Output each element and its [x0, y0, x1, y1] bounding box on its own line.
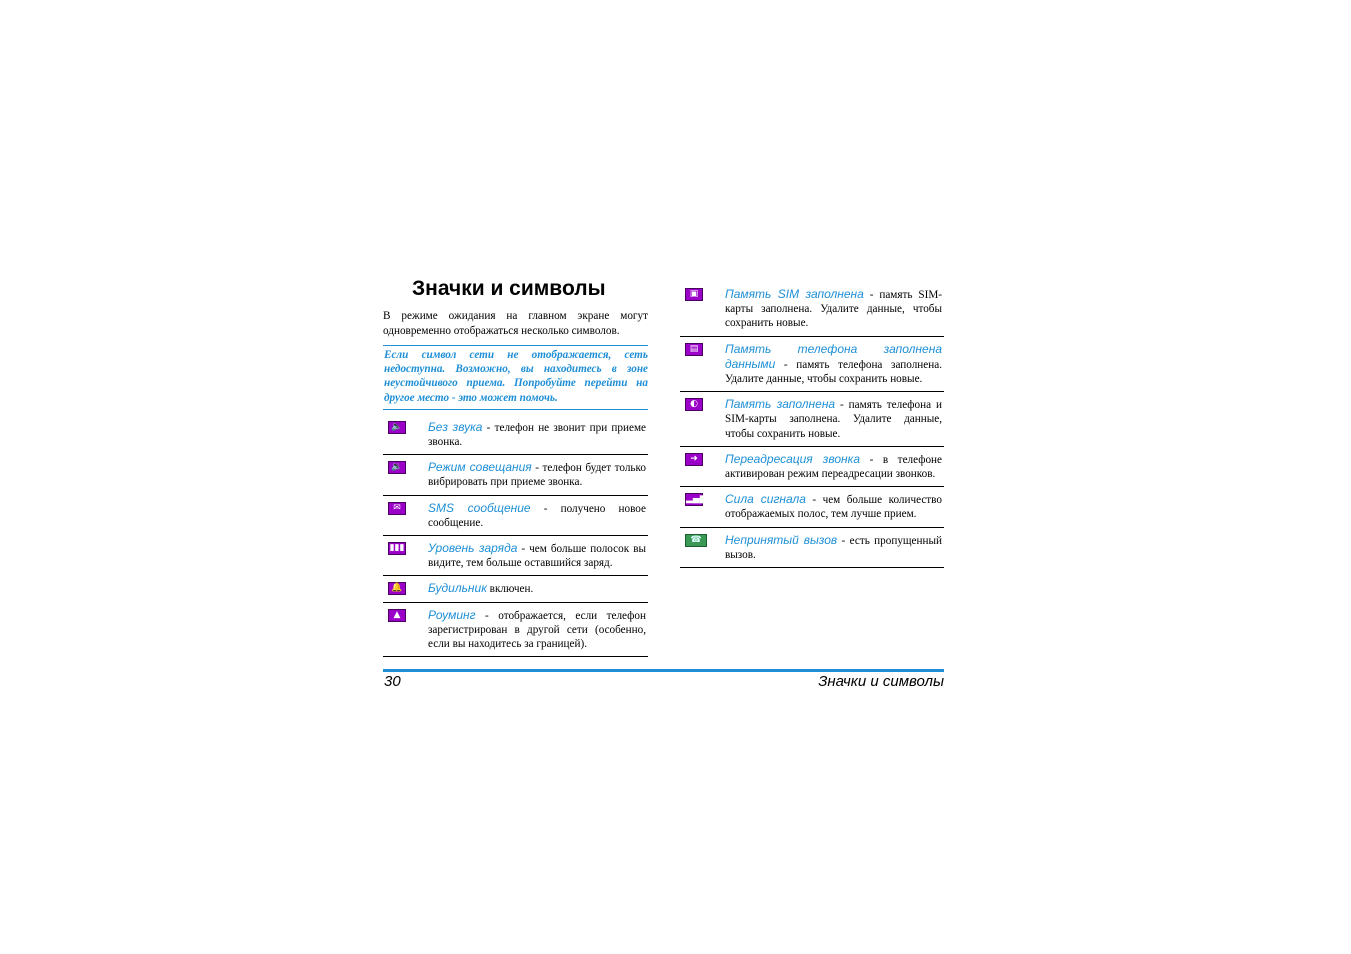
icon-desc-text: - телефон будет только вибрировать при приеме звонка. [428, 462, 646, 489]
icon-glyph: ▲ [393, 609, 401, 620]
right-column [680, 282, 944, 568]
silent-icon [388, 421, 406, 434]
icon-description [425, 495, 648, 535]
roaming-icon [388, 609, 406, 622]
icon-row [383, 455, 648, 495]
icon-desc-text: - есть пропущенный вызов. [725, 534, 942, 561]
meeting-mode-icon [388, 461, 406, 474]
icon-desc-text: - получено новое сообщение. [428, 502, 646, 529]
memory-full-icon [685, 398, 703, 411]
icon-description [425, 415, 648, 455]
icon-description [425, 536, 648, 576]
icon-desc-text: - отображается, если телефон зарегистрирован в другой сети (особенно, если вы находитесь за границей). [428, 609, 646, 651]
missed-call-icon [685, 534, 707, 547]
icon-glyph: ▮▮▮ [389, 543, 405, 554]
icon-glyph: ✉ [393, 502, 401, 513]
left-icon-table [383, 415, 648, 657]
call-forward-icon [685, 453, 703, 466]
footer-section-title: Значки и символы [818, 673, 944, 690]
icon-row [383, 495, 648, 535]
icon-term: Уровень заряда [428, 541, 518, 556]
icon-row [383, 576, 648, 602]
icon-term: Переадресация звонка [725, 451, 861, 466]
icon-row [680, 336, 944, 392]
icon-row [680, 282, 944, 336]
icon-description [425, 455, 648, 495]
icon-term: Без звука [428, 419, 483, 434]
icon-glyph: 🔔 [391, 583, 403, 594]
sim-memory-full-icon [685, 288, 703, 301]
icon-desc-text: - память SIM-карты заполнена. Удалите данные, чтобы сохранить новые. [725, 289, 943, 330]
icon-glyph: ◐ [690, 399, 698, 410]
icon-term: Будильник [428, 581, 487, 596]
icon-glyph: 🔉 [391, 462, 403, 473]
icon-row [383, 536, 648, 576]
icon-term: Сила сигнала [725, 492, 806, 507]
icon-term: Память телефона заполнена данными [725, 341, 942, 371]
icon-description [722, 446, 944, 486]
icon-desc-text: - в телефоне активирован режим переадресации звонков. [725, 453, 943, 481]
icon-term: Память SIM заполнена [725, 287, 864, 301]
icon-row [383, 602, 648, 657]
page-title: Значки и символы [412, 277, 606, 300]
icon-row [680, 392, 944, 447]
icon-term: Память заполнена [725, 397, 836, 412]
right-icon-table [680, 282, 944, 568]
phone-memory-full-icon [685, 343, 703, 356]
icon-description [722, 336, 944, 392]
footer-divider [383, 669, 944, 672]
icon-row [680, 487, 944, 527]
alarm-bell-icon [388, 582, 406, 595]
icon-description [425, 576, 648, 602]
icon-description [425, 602, 648, 657]
icon-desc-text: - память телефона заполнена. Удалите данные, чтобы сохранить новые. [725, 358, 942, 386]
icon-description [722, 282, 944, 336]
icon-description [722, 487, 944, 527]
battery-level-icon [388, 542, 406, 555]
icon-glyph: ▣ [689, 289, 699, 299]
icon-term: SMS сообщение [428, 500, 531, 515]
icon-term: Роуминг [428, 607, 476, 622]
icon-desc-text: включен. [486, 583, 534, 596]
icon-row [680, 446, 944, 486]
icon-term: Непринятый вызов [725, 532, 838, 547]
signal-strength-icon [685, 493, 707, 506]
left-column [383, 276, 648, 657]
icon-term: Режим совещания [428, 460, 532, 475]
sms-envelope-icon [388, 502, 406, 515]
icon-glyph: ▂▄▆ [686, 494, 707, 505]
icon-description [722, 392, 944, 447]
icon-desc-text: - телефон не звонит при приеме звонка. [428, 421, 647, 449]
icon-desc-text: - чем больше полосок вы видите, тем больше оставшийся заряд. [428, 543, 646, 570]
icon-glyph: ☎ [690, 534, 702, 545]
icon-glyph: 🔈 [391, 421, 403, 432]
icon-row [383, 415, 648, 455]
icon-glyph: ➜ [690, 453, 698, 464]
icon-description [722, 527, 944, 567]
icon-desc-text: - память телефона и SIM-карты заполнена. Удалите данные, чтобы сохранить новые. [725, 399, 942, 440]
intro-paragraph: В режиме ожидания на главном экране могут одновременно отображаться несколько символов. [383, 310, 648, 337]
icon-desc-text: - чем больше количество отображаемых полос, тем лучше прием. [725, 494, 942, 521]
icon-row [680, 527, 944, 567]
network-note: Если символ сети не отображается, сеть недоступна. Возможно, вы находитесь в зоне неустойчивого приема. Попробуйте перейти на другое место - это может помочь. [383, 345, 648, 410]
icon-glyph: ▤ [689, 343, 699, 354]
page-number: 30 [384, 673, 401, 690]
